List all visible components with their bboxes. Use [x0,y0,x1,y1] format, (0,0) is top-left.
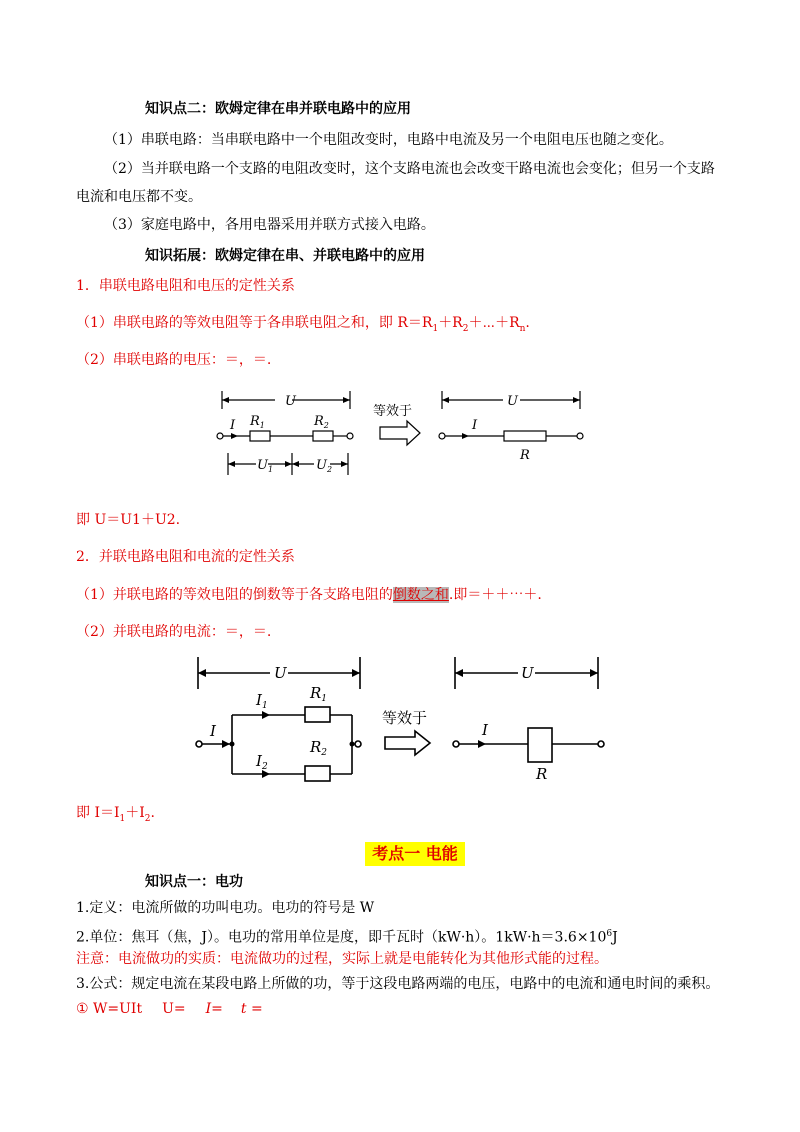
kp2-parallel-a: （2）当并联电路一个支路的电阻改变时，这个支路电流也会改变干路电流也会变化；但另一个支路 [104,161,715,177]
series-title: 1．串联电路电阻和电压的定性关系 [76,278,295,294]
kp2-series: （1）串联电路：当串联电路中一个电阻改变时，电路中电流及另一个电阻电压也随之变化。 [104,132,673,148]
label-i: I [210,722,216,740]
formula-line: ① W=UIt U= I= t = [76,1001,263,1017]
series-result: 即 U＝U1＋U2. [76,512,181,528]
parallel-resistance-rule: （1）并联电路的等效电阻的倒数等于各支路电阻的倒数之和.即＝＋＋⋯＋. [76,587,542,603]
kp2-household: （3）家庭电路中，各用电器采用并联方式接入电路。 [104,217,435,233]
series-resistance-rule: （1）串联电路的等效电阻等于各串联电阻之和，即 $R=R_1+R_2+\cdots+R_n$. [76,315,530,334]
formula-definition-line: 3.公式：规定电流在某段电路上所做的功，等于这段电路两端的电压，电路中的电流和通电时间的乘积。 [76,976,720,992]
label-u2: $U_2$ [316,458,333,474]
label-equivalent: 等效于 [373,404,413,419]
svg-text:I2: $I_2$ [256,752,268,772]
note-line: 注意：电流做功的实质：电流做功的过程，实际上就是电能转化为其他形式能的过程。 [76,951,608,967]
parallel-result: 即 $I=I_1+I_2$. [76,805,155,824]
label-i: I [230,418,236,433]
label-r2: $R_2$ [314,414,329,430]
svg-text:R2: $R_2$ [310,738,328,758]
definition-line: 1.定义：电流所做的功叫电功。电功的符号是 W [76,900,375,916]
label-u: U [285,394,296,409]
series-circuit-diagram [210,383,590,483]
kp2-heading: 知识点二：欧姆定律在串并联电路中的应用 [145,101,411,117]
label-u1: $U_1$ [257,458,274,474]
svg-text:I1: $I_1$ [256,691,268,711]
unit-line: 2.单位：焦耳（焦，J）。电功的常用单位是度，即千瓦时（kW·h）。$1kW\cdot h=3.6\times 10^6J$ [76,929,618,946]
kp2-parallel-b: 电流和电压都不变。 [76,189,202,205]
label-equivalent: 等效于 [382,709,428,727]
electric-work-heading: 知识点一：电功 [145,874,243,890]
parallel-current-rule: （2）并联电路的电流：＝，＝. [76,624,272,640]
label-r1: $R_1$ [250,414,265,430]
parallel-circuit-diagram [190,653,610,788]
label-u: U [274,664,287,682]
label-i-eq: I [482,721,488,739]
parallel-title: 2．并联电路电阻和电流的定性关系 [76,549,295,565]
label-r-eq: R [536,765,548,783]
ext-heading: 知识拓展：欧姆定律在串、并联电路中的应用 [145,248,425,264]
series-voltage-rule: （2）串联电路的电压：＝，＝. [76,352,272,368]
label-i-eq: I [472,418,478,433]
label-u-eq: U [507,394,518,409]
label-u-eq: U [521,664,534,682]
exam-point-title: 考点一 电能 [365,842,465,866]
label-r-eq: R [520,448,530,463]
svg-text:R1: $R_1$ [310,684,328,704]
